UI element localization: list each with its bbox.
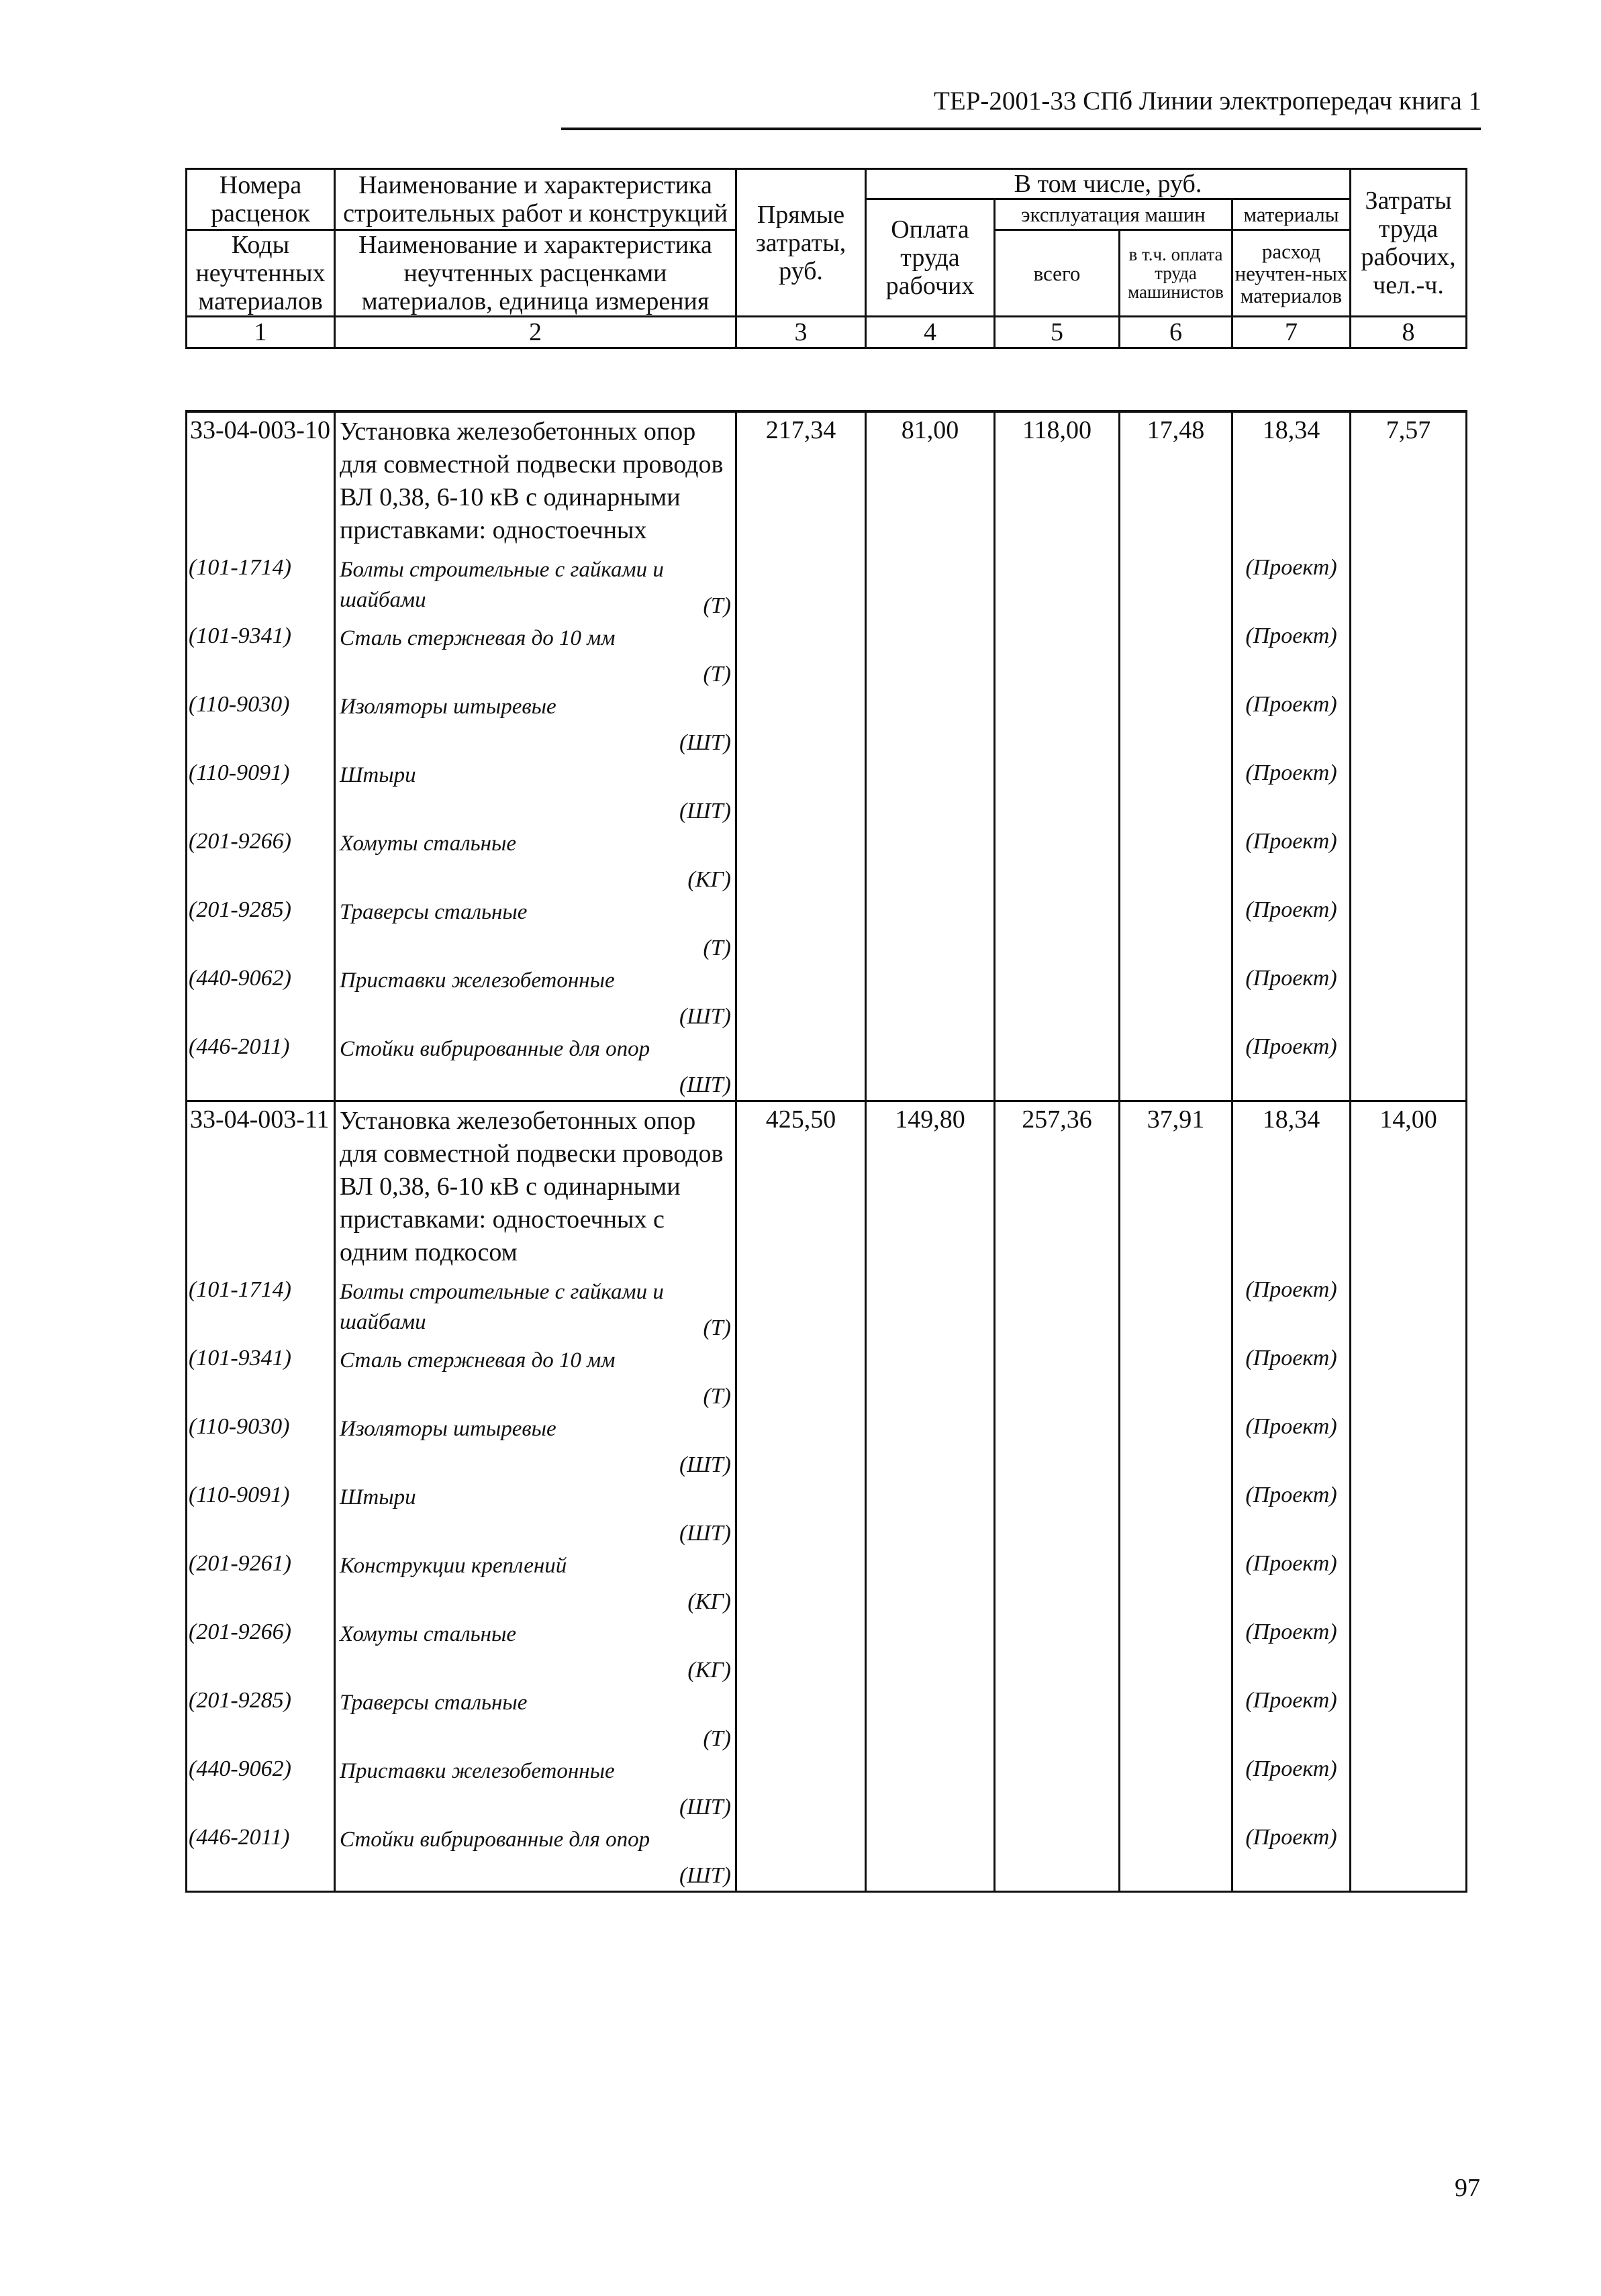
material-unit: (Т) [703,1726,731,1751]
empty-cell [995,963,1120,1032]
rate-code: 33-04-003-10 [187,411,335,552]
machinist-pay: 37,91 [1120,1101,1232,1275]
empty-cell [1351,1822,1467,1892]
empty-cell [995,758,1120,826]
material-note: (Проект) [1232,1754,1351,1822]
material-note: (Проект) [1232,552,1351,621]
empty-cell [995,552,1120,621]
material-code: (101-1714) [187,1275,335,1343]
material-name [335,1480,736,1548]
empty-cell [1120,1617,1232,1685]
direct-costs: 217,34 [736,411,866,552]
empty-cell [736,1754,866,1822]
empty-cell [995,689,1120,758]
material-name [335,895,736,963]
empty-cell [1351,1617,1467,1685]
column-header-table [185,168,1467,349]
empty-cell [1351,1685,1467,1754]
header-direct-costs: Прямые затраты, руб. [736,169,866,317]
material-unit: (ШТ) [679,1795,731,1819]
header-unaccounted-materials: расход неучтен-ных материалов [1232,230,1351,317]
header-labor-hours: Затраты труда рабочих, чел.-ч. [1351,169,1467,317]
material-note: (Проект) [1232,1275,1351,1343]
empty-cell [1351,895,1467,963]
empty-cell [995,621,1120,689]
material-note: (Проект) [1232,758,1351,826]
empty-cell [1120,895,1232,963]
labor-hours: 14,00 [1351,1101,1467,1275]
empty-cell [736,1411,866,1480]
empty-cell [995,1754,1120,1822]
empty-cell [866,1685,995,1754]
material-row [187,1275,1467,1343]
empty-cell [1351,963,1467,1032]
material-name-text: Конструкции креплений [340,1554,567,1578]
material-code: (440-9062) [187,963,335,1032]
empty-cell [866,552,995,621]
material-row [187,621,1467,689]
empty-cell [1120,552,1232,621]
material-code: (440-9062) [187,1754,335,1822]
header-num-5: 5 [995,317,1120,348]
header-rate-numbers: Номера расценок [187,169,335,230]
material-name-text: Приставки железобетонные [340,1759,615,1783]
material-name-text: Штыри [340,763,416,787]
material-code: (201-9261) [187,1548,335,1617]
material-unit: (ШТ) [679,1521,731,1546]
header-machinist-pay: в т.ч. оплата труда машинистов [1120,230,1232,317]
empty-cell [866,895,995,963]
material-note: (Проект) [1232,1411,1351,1480]
material-name-text: Стойки вибрированные для опор [340,1828,650,1852]
empty-cell [736,1275,866,1343]
material-name [335,1411,736,1480]
material-unit: (КГ) [687,867,731,892]
header-num-6: 6 [1120,317,1232,348]
material-unit: (Т) [703,662,731,687]
material-name [335,621,736,689]
empty-cell [1120,1480,1232,1548]
material-name [335,1548,736,1617]
material-name-text: Стойки вибрированные для опор [340,1037,650,1061]
empty-cell [1351,1754,1467,1822]
empty-cell [1120,621,1232,689]
material-name-text: Сталь стержневая до 10 мм [340,626,616,650]
header-machines-total: всего [995,230,1120,317]
material-note: (Проект) [1232,1685,1351,1754]
header-machines: эксплуатация машин [995,199,1232,230]
material-code: (101-9341) [187,1343,335,1411]
empty-cell [1120,826,1232,895]
empty-cell [1351,1411,1467,1480]
empty-cell [736,1343,866,1411]
header-num-2: 2 [335,317,736,348]
empty-cell [866,1343,995,1411]
empty-cell [736,758,866,826]
empty-cell [995,826,1120,895]
material-name-text: Штыри [340,1485,416,1509]
empty-cell [866,1822,995,1892]
empty-cell [736,1548,866,1617]
header-num-8: 8 [1351,317,1467,348]
empty-cell [1351,621,1467,689]
labor-hours: 7,57 [1351,411,1467,552]
empty-cell [866,963,995,1032]
empty-cell [1351,826,1467,895]
header-num-4: 4 [866,317,995,348]
empty-cell [736,963,866,1032]
material-code: (110-9091) [187,1480,335,1548]
material-row [187,963,1467,1032]
page-number: 97 [1455,2174,1480,2202]
material-code: (101-1714) [187,552,335,621]
empty-cell [995,1822,1120,1892]
empty-cell [995,1032,1120,1101]
material-row [187,552,1467,621]
empty-cell [866,1548,995,1617]
material-note: (Проект) [1232,1617,1351,1685]
empty-cell [736,1617,866,1685]
empty-cell [1120,963,1232,1032]
empty-cell [1351,758,1467,826]
material-unit: (КГ) [687,1658,731,1683]
empty-cell [995,1548,1120,1617]
machines-total: 257,36 [995,1101,1120,1275]
material-row [187,1685,1467,1754]
header-num-3: 3 [736,317,866,348]
material-note: (Проект) [1232,689,1351,758]
material-name-text: Траверсы стальные [340,1691,528,1715]
material-row [187,758,1467,826]
material-code: (101-9341) [187,621,335,689]
header-labor-pay: Оплата труда рабочих [866,199,995,317]
empty-cell [995,1617,1120,1685]
material-row [187,1617,1467,1685]
empty-cell [736,621,866,689]
material-row [187,1480,1467,1548]
material-name [335,963,736,1032]
empty-cell [995,1343,1120,1411]
header-material-codes: Коды неучтенных материалов [187,230,335,317]
empty-cell [866,1032,995,1101]
material-unit: (ШТ) [679,1004,731,1029]
material-name [335,826,736,895]
material-name-text: Изоляторы штыревые [340,695,556,719]
material-code: (110-9030) [187,1411,335,1480]
material-name [335,1822,736,1892]
material-code: (201-9285) [187,1685,335,1754]
empty-cell [736,1480,866,1548]
material-code: (201-9285) [187,895,335,963]
rate-row [187,411,1467,552]
material-note: (Проект) [1232,1548,1351,1617]
empty-cell [866,1480,995,1548]
material-name [335,1754,736,1822]
material-unit: (Т) [703,1315,731,1340]
material-name [335,1685,736,1754]
empty-cell [1351,1548,1467,1617]
material-code: (110-9091) [187,758,335,826]
material-row [187,1343,1467,1411]
rate-name: Установка железобетонных опор для совместной подвески проводов ВЛ 0,38, 6-10 кВ с одинарными приставками: одностоечных [335,411,736,552]
material-row [187,1411,1467,1480]
material-name [335,552,736,621]
material-name-text: Сталь стержневая до 10 мм [340,1348,616,1372]
empty-cell [866,758,995,826]
empty-cell [995,1685,1120,1754]
material-unit: (КГ) [687,1589,731,1614]
material-note: (Проект) [1232,963,1351,1032]
empty-cell [866,1617,995,1685]
empty-cell [1351,552,1467,621]
empty-cell [866,826,995,895]
material-unit: (Т) [703,1384,731,1409]
empty-cell [736,895,866,963]
material-name [335,1617,736,1685]
material-name [335,758,736,826]
header-work-name: Наименование и характеристика строительных работ и конструкций [335,169,736,230]
empty-cell [995,1411,1120,1480]
empty-cell [1120,1275,1232,1343]
header-rule [561,128,1481,130]
materials-cost: 18,34 [1232,411,1351,552]
empty-cell [866,1754,995,1822]
material-row [187,689,1467,758]
material-row [187,1548,1467,1617]
empty-cell [1120,689,1232,758]
material-code: (110-9030) [187,689,335,758]
direct-costs: 425,50 [736,1101,866,1275]
labor-pay: 149,80 [866,1101,995,1275]
material-unit: (ШТ) [679,1452,731,1477]
material-unit: (Т) [703,936,731,960]
empty-cell [1120,1822,1232,1892]
document-title: ТЕР-2001-33 СПб Линии электропередач книга 1 [934,87,1482,115]
empty-cell [1120,1685,1232,1754]
material-row [187,1032,1467,1101]
material-note: (Проект) [1232,1822,1351,1892]
empty-cell [736,1032,866,1101]
material-note: (Проект) [1232,826,1351,895]
empty-cell [1351,1032,1467,1101]
material-note: (Проект) [1232,1032,1351,1101]
empty-cell [866,1275,995,1343]
header-materials: материалы [1232,199,1351,230]
empty-cell [736,1685,866,1754]
material-note: (Проект) [1232,621,1351,689]
material-code: (446-2011) [187,1032,335,1101]
empty-cell [995,1275,1120,1343]
empty-cell [1120,1343,1232,1411]
material-name [335,1032,736,1101]
machinist-pay: 17,48 [1120,411,1232,552]
empty-cell [1351,689,1467,758]
rate-name: Установка железобетонных опор для совместной подвески проводов ВЛ 0,38, 6-10 кВ с одинарными приставками: одностоечных с одним подкосом [335,1101,736,1275]
empty-cell [995,1480,1120,1548]
material-name-text: Приставки железобетонные [340,968,615,993]
material-name [335,1343,736,1411]
empty-cell [866,621,995,689]
empty-cell [995,895,1120,963]
material-note: (Проект) [1232,895,1351,963]
empty-cell [736,1822,866,1892]
rate-row [187,1101,1467,1275]
material-name-text: Болты строительные с гайками и шайбами [340,1280,664,1334]
materials-cost: 18,34 [1232,1101,1351,1275]
rates-table [185,410,1467,1893]
empty-cell [1351,1275,1467,1343]
material-name-text: Траверсы стальные [340,900,528,924]
material-code: (201-9266) [187,1617,335,1685]
empty-cell [1351,1343,1467,1411]
header-num-7: 7 [1232,317,1351,348]
empty-cell [1120,1411,1232,1480]
material-unit: (Т) [703,593,731,618]
empty-cell [1120,758,1232,826]
empty-cell [866,689,995,758]
material-unit: (ШТ) [679,799,731,823]
empty-cell [736,552,866,621]
material-note: (Проект) [1232,1480,1351,1548]
material-row [187,1822,1467,1892]
header-including: В том числе, руб. [866,169,1351,199]
material-row [187,895,1467,963]
material-row [187,1754,1467,1822]
material-note: (Проект) [1232,1343,1351,1411]
material-name-text: Болты строительные с гайками и шайбами [340,558,664,612]
material-code: (201-9266) [187,826,335,895]
empty-cell [1120,1754,1232,1822]
machines-total: 118,00 [995,411,1120,552]
material-name-text: Изоляторы штыревые [340,1417,556,1441]
material-unit: (ШТ) [679,730,731,755]
empty-cell [1120,1548,1232,1617]
empty-cell [1351,1480,1467,1548]
labor-pay: 81,00 [866,411,995,552]
material-name-text: Хомуты стальные [340,832,517,856]
rate-code: 33-04-003-11 [187,1101,335,1275]
material-unit: (ШТ) [679,1863,731,1888]
material-unit: (ШТ) [679,1072,731,1097]
material-row [187,826,1467,895]
empty-cell [736,689,866,758]
material-code: (446-2011) [187,1822,335,1892]
material-name [335,689,736,758]
header-material-names: Наименование и характеристика неучтенных расценками материалов, единица измерения [335,230,736,317]
empty-cell [1120,1032,1232,1101]
header-num-1: 1 [187,317,335,348]
empty-cell [866,1411,995,1480]
material-name [335,1275,736,1343]
material-name-text: Хомуты стальные [340,1622,517,1646]
empty-cell [736,826,866,895]
